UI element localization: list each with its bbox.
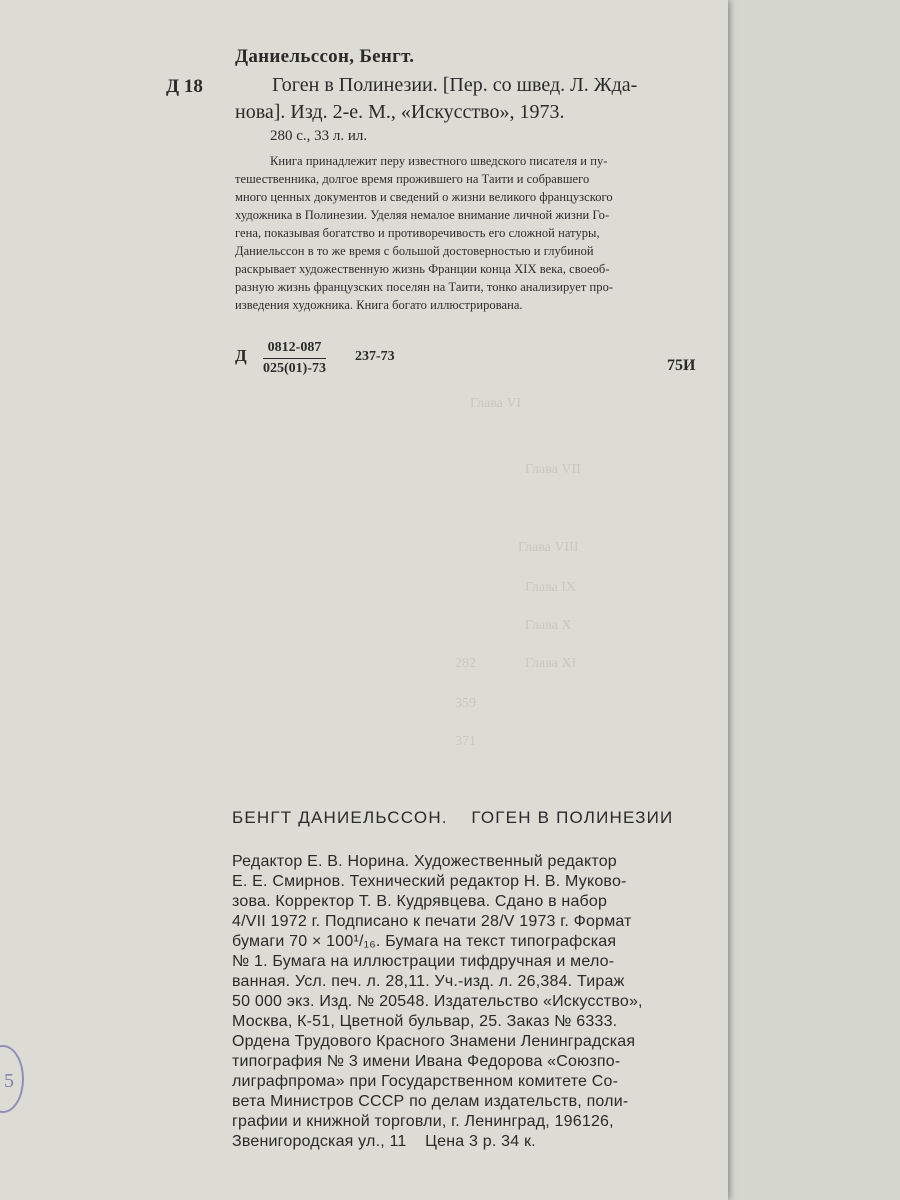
library-stamp: 5 xyxy=(0,1045,24,1113)
adjacent-page xyxy=(728,0,900,1200)
bleed-text: 359 xyxy=(455,696,476,711)
colophon-line: 4/VII 1972 г. Подписано к печати 28/V 1973 г. Формат xyxy=(232,913,632,930)
entry-code: Д 18 xyxy=(166,76,203,97)
annotation-line: Книга принадлежит перу известного шведского писателя и пу- xyxy=(270,154,608,168)
colophon-line: вета Министров СССР по делам издательств, поли- xyxy=(232,1093,629,1110)
bleed-text: Глава VI xyxy=(470,396,522,411)
bbk-letter: Д xyxy=(235,346,247,365)
bbk-fraction xyxy=(263,338,326,379)
bleed-text: Глава XI xyxy=(525,656,577,671)
colophon-line: бумаги 70 × 100¹/₁₆. Бумага на текст типографская xyxy=(232,933,617,950)
annotation-line: раскрывает художественную жизнь Франции конца XIX века, своеоб- xyxy=(235,262,610,276)
annotation-line: Даниельссон в то же время с большой достоверностью и глубиной xyxy=(235,244,594,258)
annotation-line: разную жизнь французских поселян на Таити, тонко анализирует про- xyxy=(235,280,614,294)
annotation-line: много ценных документов и сведений о жизни великого французского xyxy=(235,190,613,204)
colophon-line: Москва, К-51, Цветной бульвар, 25. Заказ № 6333. xyxy=(232,1013,618,1030)
bbk-numerator: 0812-087 xyxy=(263,338,326,359)
annotation-line: художника в Полинезии. Уделяя немалое внимание личной жизни Го- xyxy=(235,208,610,222)
entry-pages: 280 с., 33 л. ил. xyxy=(270,128,368,144)
bleed-text: Глава IX xyxy=(525,580,577,595)
colophon-line: № 1. Бумага на иллюстрации тифдручная и мело- xyxy=(232,953,615,970)
colophon-line: Звенигородская ул., 11 Цена 3 р. 34 к. xyxy=(232,1133,536,1150)
annotation-line: изведения художника. Книга богато иллюстрирована. xyxy=(235,298,523,312)
entry-title-line-2: нова]. Изд. 2-е. М., «Искусство», 1973. xyxy=(235,101,565,123)
colophon-line: Редактор Е. В. Норина. Художественный редактор xyxy=(232,853,617,870)
entry-author: Даниельссон, Бенгт. xyxy=(235,46,415,67)
colophon-line: лиграфпрома» при Государственном комитете Со- xyxy=(232,1073,619,1090)
colophon-line: 50 000 экз. Изд. № 20548. Издательство «Искусство», xyxy=(232,993,643,1010)
colophon-line: типография № 3 имени Ивана Федорова «Союзпо- xyxy=(232,1053,621,1070)
bleed-text: 282 xyxy=(455,656,476,671)
colophon-heading: БЕНГТ ДАНИЕЛЬССОН. ГОГЕН В ПОЛИНЕЗИИ xyxy=(232,808,674,827)
annotation-line: тешественника, долгое время прожившего на Таити и собравшего xyxy=(235,172,590,186)
bbk-number: 237-73 xyxy=(355,349,395,364)
catalog-index: 75И xyxy=(667,357,696,374)
colophon-line: зова. Корректор Т. В. Кудрявцева. Сдано в набор xyxy=(232,893,608,910)
bleed-text: Глава VII xyxy=(525,462,581,477)
colophon-line: Ордена Трудового Красного Знамени Ленинградская xyxy=(232,1033,636,1050)
colophon-line: ванная. Усл. печ. л. 28,11. Уч.-изд. л. 26,384. Тираж xyxy=(232,973,625,990)
colophon-line: графии и книжной торговли, г. Ленинград, 196126, xyxy=(232,1113,614,1130)
annotation-line: гена, показывая богатство и противоречивость его сложной натуры, xyxy=(235,226,600,240)
bleed-text: Глава X xyxy=(525,618,572,633)
bleed-text: 371 xyxy=(455,734,476,749)
bbk-denominator: 025(01)-73 xyxy=(263,361,326,376)
entry-title-line-1: Гоген в Полинезии. [Пер. со швед. Л. Жда- xyxy=(272,74,638,96)
bleed-text: Глава VIII xyxy=(518,540,579,555)
colophon-line: Е. Е. Смирнов. Технический редактор Н. В. Муково- xyxy=(232,873,627,890)
